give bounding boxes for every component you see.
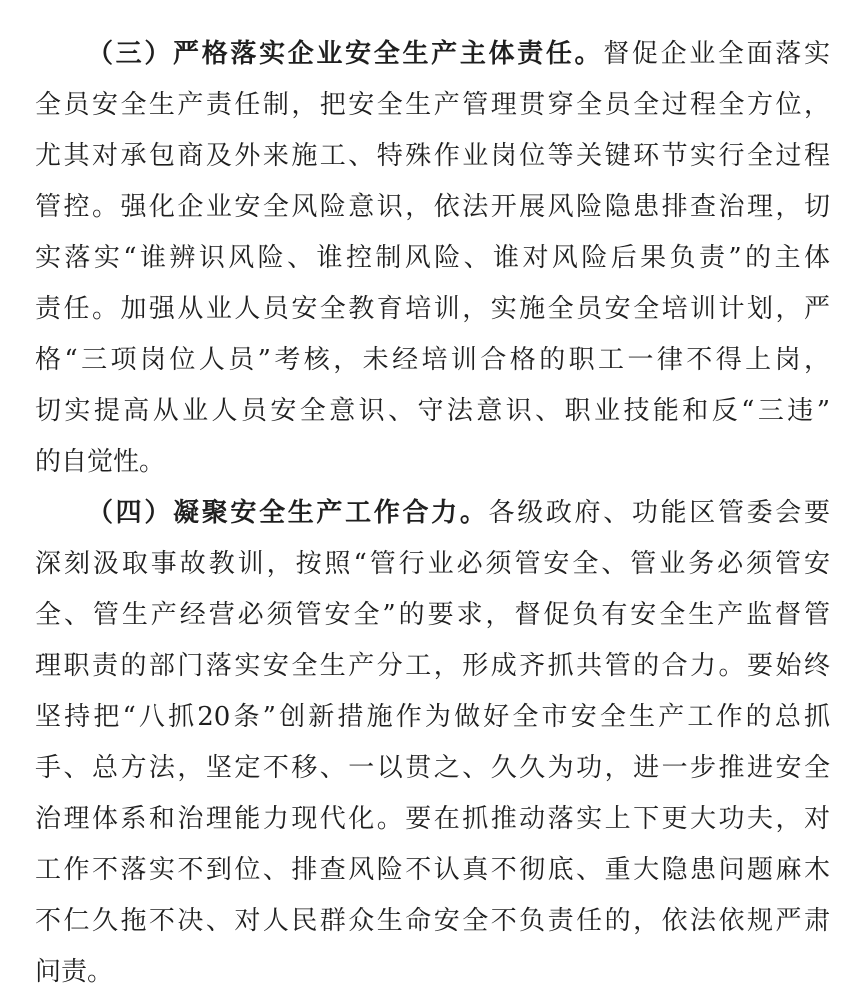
section-4-line-2: 全、管生产经营必须管安全”的要求，督促负有安全生产监督管 <box>35 600 830 630</box>
section-4-line-1: 深刻汲取事故教训，按照“管行业必须管安全、管业务必须管安 <box>35 549 830 579</box>
section-3-line-5: 责任。加强从业人员安全教育培训，实施全员安全培训计划，严 <box>35 294 830 324</box>
section-4-line-4: 坚持把“八抓20条”创新措施作为做好全市安全生产工作的总抓 <box>35 702 830 732</box>
section-3-first-line <box>87 34 830 74</box>
section-4-first-line <box>87 493 830 533</box>
section-3-line-0: 督促企业全面落实 <box>603 39 830 69</box>
section-3-heading: （三）严格落实企业安全生产主体责任。 <box>87 39 604 69</box>
section-4-line-8: 不仁久拖不决、对人民群众生命安全不负责任的，依法依规严肃 <box>35 906 830 936</box>
section-4-heading: （四）凝聚安全生产工作合力。 <box>87 498 489 528</box>
section-4-line-3: 理职责的部门落实安全生产分工，形成齐抓共管的合力。要始终 <box>35 651 830 681</box>
section-4-line-5: 手、总方法，坚定不移、一以贯之、久久为功，进一步推进安全 <box>35 753 830 783</box>
section-3-line-3: 管控。强化企业安全风险意识，依法开展风险隐患排查治理，切 <box>35 192 830 222</box>
section-4-line-9: 问责。 <box>35 957 114 987</box>
section-4-line-6: 治理体系和治理能力现代化。要在抓推动落实上下更大功夫，对 <box>35 804 830 834</box>
section-4-line-0: 各级政府、功能区管委会要 <box>488 498 830 528</box>
section-4-line-7: 工作不落实不到位、排查风险不认真不彻底、重大隐患问题麻木 <box>35 855 830 885</box>
section-3-line-2: 尤其对承包商及外来施工、特殊作业岗位等关键环节实行全过程 <box>35 141 830 171</box>
section-3-line-6: 格“三项岗位人员”考核，未经培训合格的职工一律不得上岗， <box>35 345 830 375</box>
section-3-line-4: 实落实“谁辨识风险、谁控制风险、谁对风险后果负责”的主体 <box>35 243 830 273</box>
section-3-line-8: 的自觉性。 <box>35 447 166 477</box>
section-3-line-7: 切实提高从业人员安全意识、守法意识、职业技能和反“三违” <box>35 396 830 426</box>
section-3-line-1: 全员安全生产责任制，把安全生产管理贯穿全员全过程全方位， <box>35 90 830 120</box>
